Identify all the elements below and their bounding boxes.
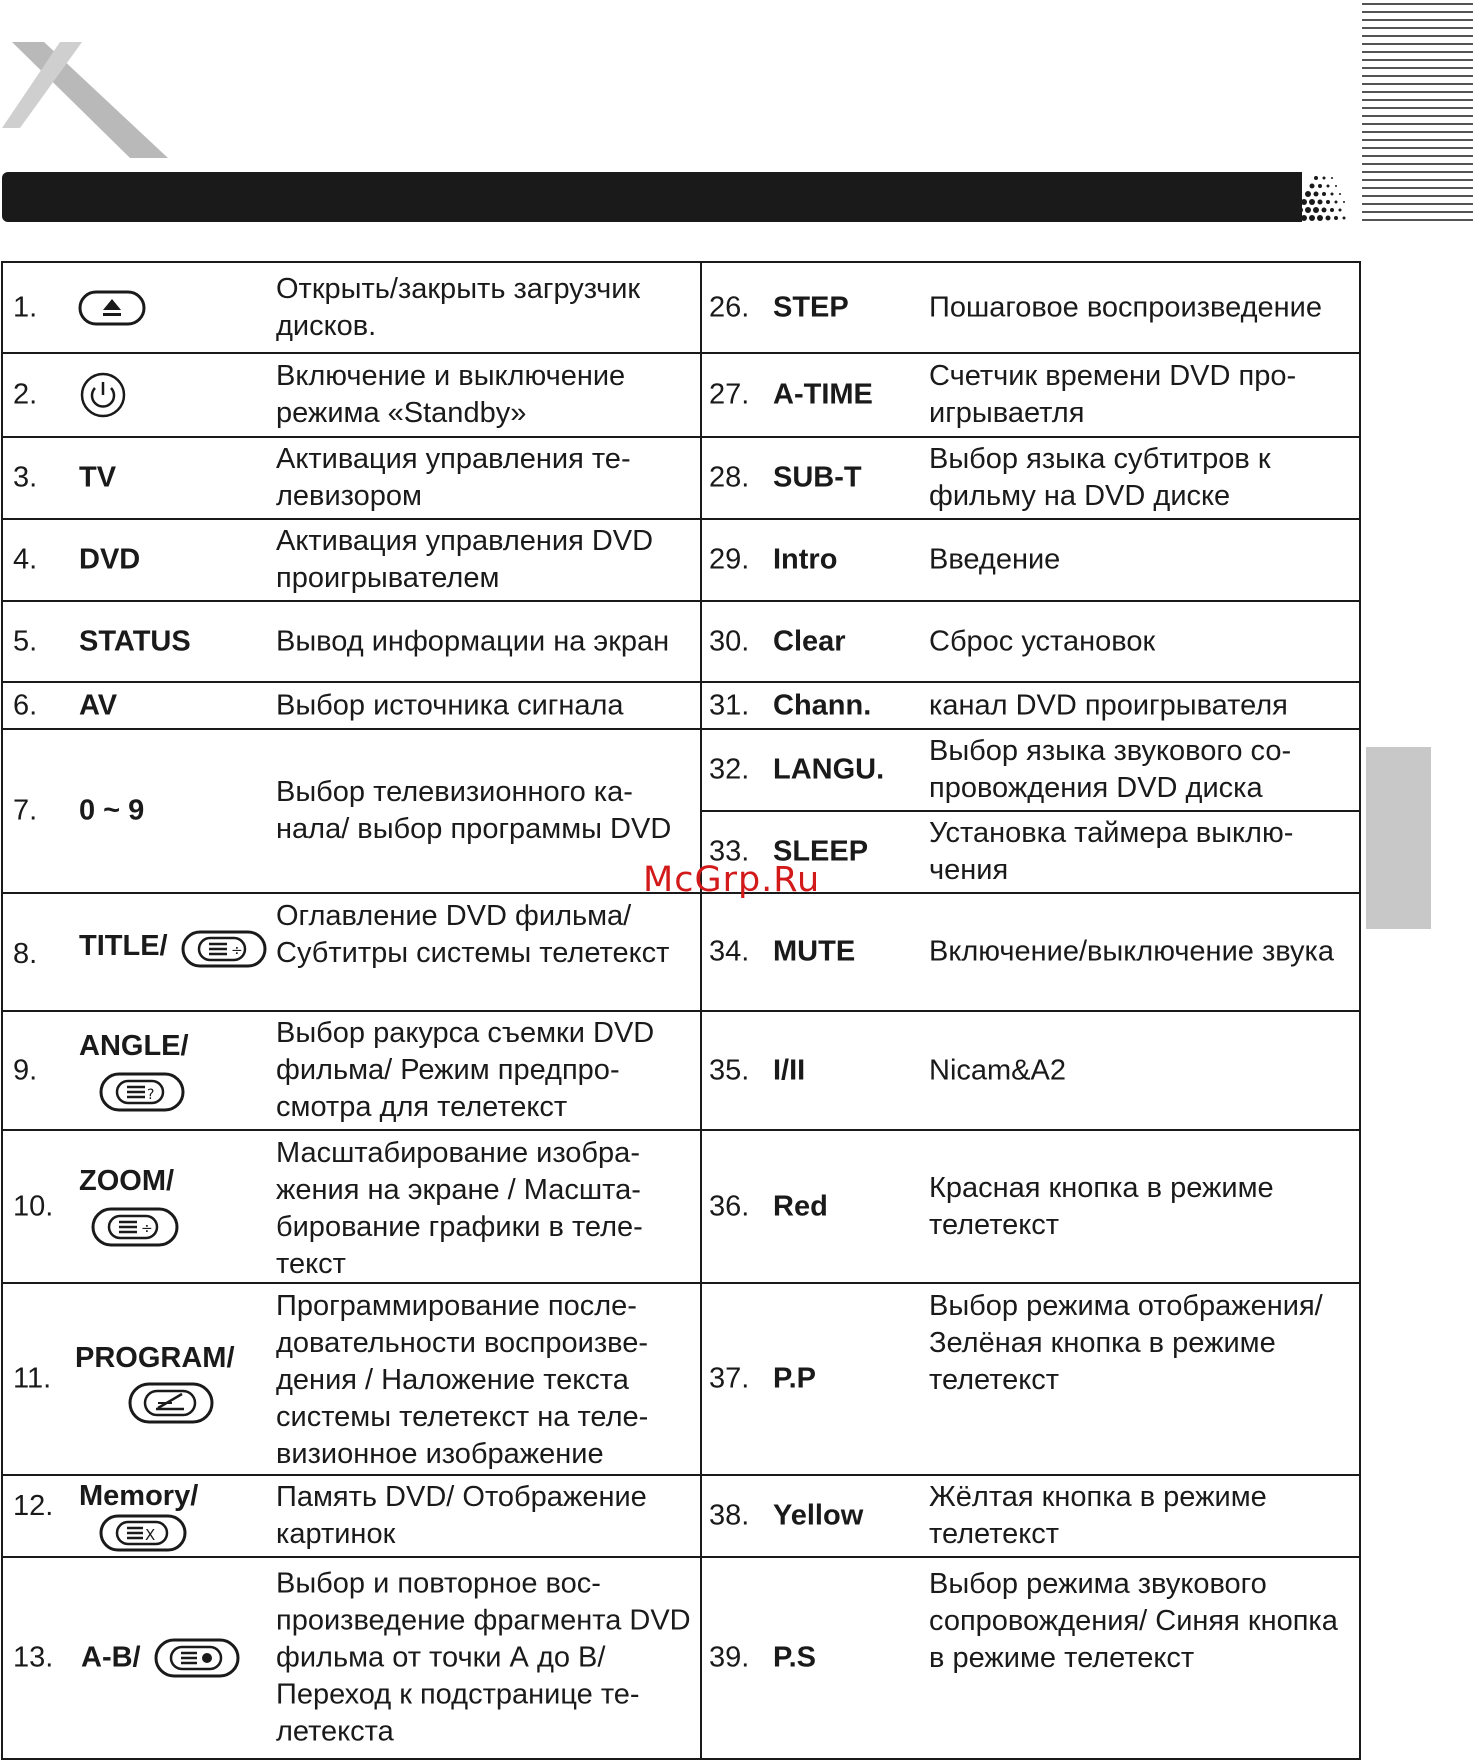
row-description: Выбор ракурса съемки DVD фильма/ Режим предпросмотра для телетекст bbox=[276, 1017, 655, 1123]
right-column bbox=[701, 261, 1361, 1760]
svg-text:?: ? bbox=[147, 1087, 155, 1103]
row-key: Intro bbox=[773, 543, 838, 576]
row-description: Пошаговое воспроизведение bbox=[929, 291, 1322, 323]
row-key: TITLE/ bbox=[79, 930, 168, 962]
row-number: 37. bbox=[709, 1362, 750, 1395]
row-number: 4. bbox=[13, 543, 38, 576]
table-row bbox=[1, 1129, 701, 1284]
table-row bbox=[701, 436, 1361, 520]
svg-text:X: X bbox=[145, 1526, 156, 1544]
row-description: Жёлтая кнопка в режиме телетекст bbox=[929, 1481, 1267, 1550]
row-key: PROGRAM/ bbox=[75, 1342, 235, 1374]
row-key: Red bbox=[773, 1190, 828, 1222]
table-row bbox=[1, 681, 701, 730]
row-number: 3. bbox=[13, 461, 38, 494]
table-row bbox=[1, 728, 701, 894]
row-number: 9. bbox=[13, 1054, 38, 1086]
side-stripes bbox=[1362, 0, 1473, 224]
table-row bbox=[701, 352, 1361, 438]
row-description: Выбор режима звукового сопровождения/ Синяя кнопка в режиме телетекст bbox=[929, 1568, 1338, 1674]
table-row bbox=[701, 261, 1361, 354]
teletext-cancel-icon bbox=[99, 1514, 187, 1552]
row-description: Выбор языка субтитров к фильму на DVD диске bbox=[929, 443, 1271, 512]
row-description: Вывод информации на экран bbox=[276, 625, 670, 657]
row-number: 11. bbox=[13, 1362, 52, 1395]
row-key: SLEEP bbox=[773, 835, 869, 868]
row-number: 2. bbox=[13, 378, 38, 411]
header-bar bbox=[2, 172, 1302, 222]
row-number: 33. bbox=[709, 835, 750, 868]
table-row bbox=[701, 1556, 1361, 1760]
row-description: Активация управления телевизором bbox=[276, 443, 631, 512]
row-key: Memory/ bbox=[79, 1480, 199, 1512]
row-key: A-B/ bbox=[81, 1641, 141, 1674]
row-description: Включение/выключение звука bbox=[929, 935, 1334, 968]
row-number: 36. bbox=[709, 1190, 750, 1222]
row-key: A-TIME bbox=[773, 378, 873, 411]
row-description: Оглавление DVD фильма/Субтитры системы телетекст bbox=[276, 900, 670, 969]
row-description: Выбор источника сигнала bbox=[276, 689, 624, 721]
teletext-hold-icon bbox=[181, 930, 267, 968]
row-description: Nicam&A2 bbox=[929, 1054, 1066, 1086]
teletext-mix-icon bbox=[128, 1382, 214, 1424]
table-row bbox=[701, 600, 1361, 683]
remote-functions-table bbox=[1, 261, 1361, 1760]
row-number: 5. bbox=[13, 625, 38, 657]
row-number: 30. bbox=[709, 625, 750, 657]
row-description: Выбор телевизионного канала/ выбор программы DVD bbox=[276, 776, 672, 845]
table-row bbox=[1, 1010, 701, 1131]
row-number: 38. bbox=[709, 1499, 750, 1532]
row-key: TV bbox=[79, 461, 117, 494]
teletext-reveal-icon bbox=[99, 1072, 185, 1112]
table-row bbox=[701, 1474, 1361, 1558]
row-description: Счетчик времени DVD проигрываетля bbox=[929, 360, 1297, 429]
row-key: P.P bbox=[773, 1362, 817, 1395]
table-row bbox=[1, 261, 701, 354]
row-key: STEP bbox=[773, 291, 849, 323]
row-key: LANGU. bbox=[773, 753, 885, 786]
section-tab bbox=[1366, 747, 1431, 929]
table-row bbox=[701, 1010, 1361, 1131]
row-description: Выбор режима отображения/ Зелёная кнопка в режиме телетекст bbox=[929, 1290, 1323, 1396]
row-key: MUTE bbox=[773, 935, 856, 968]
table-row bbox=[701, 1129, 1361, 1284]
row-description: Сброс установок bbox=[929, 625, 1156, 657]
table-row bbox=[1, 436, 701, 520]
row-key: 0 ~ 9 bbox=[79, 794, 145, 827]
row-key: P.S bbox=[773, 1641, 817, 1674]
table-row bbox=[1, 1282, 701, 1476]
row-number: 13. bbox=[13, 1641, 54, 1674]
row-key: Yellow bbox=[773, 1499, 864, 1532]
table-row bbox=[1, 352, 701, 438]
row-number: 34. bbox=[709, 935, 750, 968]
power-icon bbox=[79, 371, 127, 419]
table-row bbox=[1, 1556, 701, 1760]
row-description: Включение и выключение режима «Standby» bbox=[276, 360, 626, 429]
svg-text:÷: ÷ bbox=[141, 1221, 153, 1237]
row-key: SUB-T bbox=[773, 461, 862, 494]
row-key: Chann. bbox=[773, 689, 872, 721]
row-number: 1. bbox=[13, 291, 38, 323]
row-key: I/II bbox=[773, 1054, 806, 1086]
table-row bbox=[1, 892, 701, 1012]
row-description: канал DVD проигрывателя bbox=[929, 689, 1288, 721]
row-description: Установка таймера выключения bbox=[929, 817, 1294, 886]
row-key: STATUS bbox=[79, 625, 191, 657]
row-number: 29. bbox=[709, 543, 750, 576]
table-row bbox=[701, 1282, 1361, 1476]
row-key: Clear bbox=[773, 625, 846, 657]
row-number: 27. bbox=[709, 378, 750, 411]
row-description: Красная кнопка в режиме телетекст bbox=[929, 1171, 1274, 1241]
row-description: Память DVD/ Отображение картинок bbox=[276, 1481, 647, 1550]
row-description: Масштабирование изображения на экране / Масштабирование графики в телетекст bbox=[276, 1137, 643, 1280]
row-number: 39. bbox=[709, 1641, 750, 1674]
row-number: 32. bbox=[709, 753, 750, 786]
table-row bbox=[1, 518, 701, 602]
row-description: Выбор языка звукового сопровождения DVD диска bbox=[929, 735, 1292, 804]
eject-icon bbox=[78, 290, 146, 326]
table-row bbox=[1, 1474, 701, 1558]
row-description: Программирование последовательности воспроизведения / Наложение текста системы телетекст на телевизионное изображение bbox=[276, 1290, 649, 1470]
row-key: DVD bbox=[79, 543, 141, 576]
table-row bbox=[701, 892, 1361, 1012]
row-number: 10. bbox=[13, 1190, 54, 1222]
brand-logo bbox=[0, 40, 170, 160]
left-column bbox=[1, 261, 701, 1760]
table-row bbox=[701, 518, 1361, 602]
row-number: 12. bbox=[13, 1490, 54, 1522]
table-row bbox=[1, 600, 701, 683]
table-row bbox=[701, 728, 1361, 812]
row-number: 31. bbox=[709, 689, 750, 721]
svg-text:÷: ÷ bbox=[231, 943, 243, 959]
row-number: 35. bbox=[709, 1054, 750, 1086]
row-number: 7. bbox=[13, 794, 38, 827]
teletext-size-icon bbox=[91, 1207, 179, 1247]
row-description: Активация управления DVD проигрывателем bbox=[276, 525, 654, 594]
row-description: Выбор и повторное воспроизведение фрагмента DVD фильма от точки А до В/ Переход к подстранице телетекста bbox=[276, 1567, 691, 1748]
row-key: ANGLE/ bbox=[79, 1030, 189, 1062]
row-description: Введение bbox=[929, 543, 1061, 576]
row-number: 26. bbox=[709, 291, 750, 323]
table-row bbox=[701, 681, 1361, 730]
row-description: Открыть/закрыть загрузчик дисков. bbox=[276, 272, 641, 342]
row-key: ZOOM/ bbox=[79, 1165, 175, 1197]
row-number: 6. bbox=[13, 689, 38, 721]
row-number: 28. bbox=[709, 461, 750, 494]
teletext-subpage-icon bbox=[154, 1638, 240, 1678]
row-number: 8. bbox=[13, 938, 38, 970]
header-dots bbox=[1290, 172, 1360, 224]
row-key: AV bbox=[79, 689, 118, 721]
watermark: McGrp.Ru bbox=[643, 860, 821, 900]
